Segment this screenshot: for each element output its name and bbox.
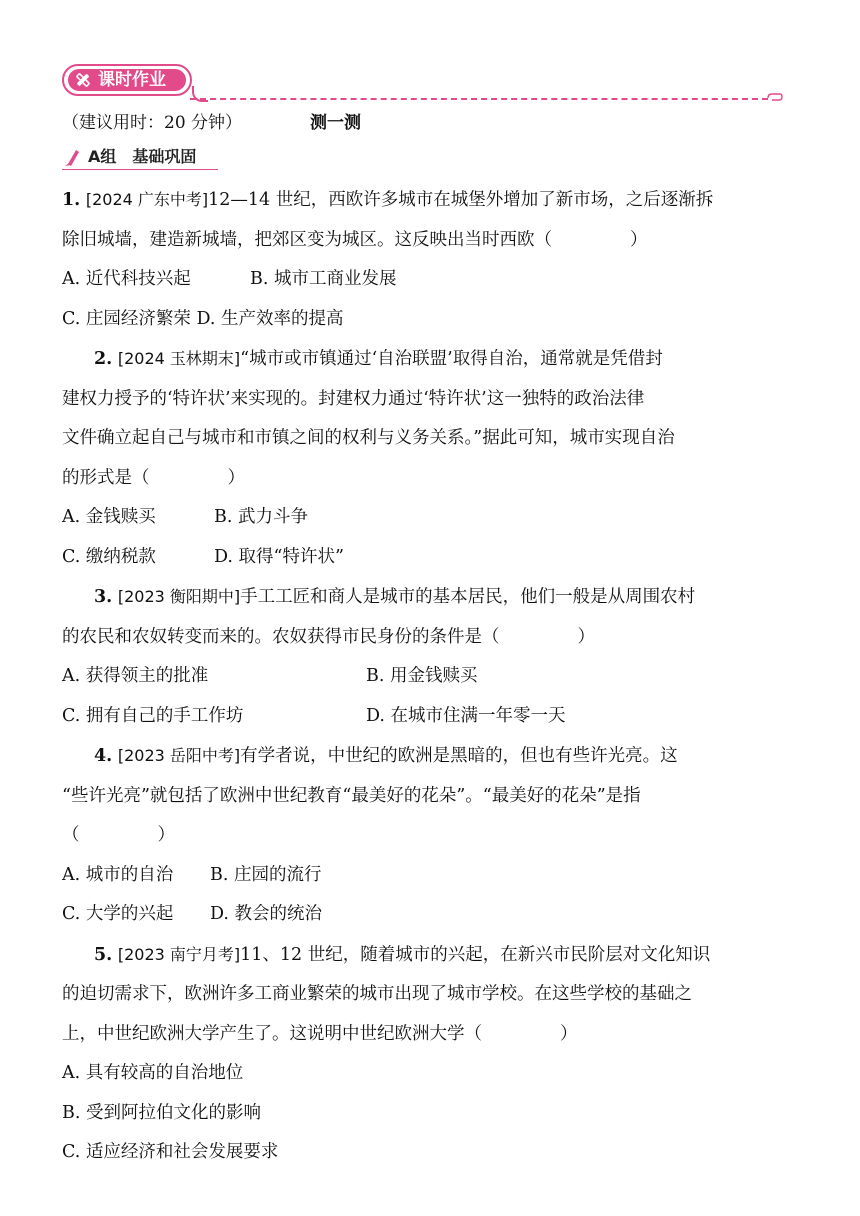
option-row	[62, 657, 790, 697]
option-a[interactable]: A. 金钱赎买	[62, 507, 156, 527]
stem-line: “城市或市镇通过‘自治联盟’取得自治，通常就是凭借封	[240, 349, 663, 369]
paperclip-icon	[766, 92, 784, 104]
stem-line: ）	[630, 229, 648, 250]
option-c[interactable]: C. 拥有自己的手工作坊	[62, 705, 244, 726]
question-number: 1.	[62, 190, 81, 210]
stem-line: ）	[560, 1023, 578, 1044]
option-b[interactable]: B. 用金钱赎买	[366, 666, 478, 686]
stem-line: 的形式是（	[62, 467, 150, 488]
header-dashed-line	[190, 98, 768, 100]
question-5	[62, 935, 790, 1173]
question-number: 4.	[94, 746, 113, 766]
option-b[interactable]: B. 受到阿拉伯文化的影响	[62, 1102, 261, 1123]
question-stem	[62, 180, 790, 260]
stem-line: 12—14 世纪，西欧许多城市在城堡外增加了新市场，之后逐渐拆	[208, 190, 714, 210]
homework-tag	[62, 64, 192, 96]
stem-line: 上，中世纪欧洲大学产生了。这说明中世纪欧洲大学（	[62, 1023, 482, 1044]
brush-icon	[64, 147, 82, 167]
group-label: A组 基础巩固	[88, 147, 197, 166]
option-a[interactable]: A. 具有较高的自治地位	[62, 1063, 244, 1083]
option-c[interactable]: C. 大学的兴起	[62, 904, 174, 924]
option-row	[62, 300, 790, 340]
option-a[interactable]: A. 城市的自治	[62, 864, 174, 885]
option-row	[62, 260, 790, 300]
stem-line: 手工工匠和商人是城市的基本居民，他们一般是从周围农村	[240, 587, 696, 607]
test-title: 测一测	[310, 113, 361, 133]
group-tag	[62, 145, 218, 171]
stem-line: ）	[227, 467, 245, 488]
option-row	[62, 856, 790, 896]
question-1	[62, 180, 790, 339]
stem-line: 文件确立起自己与城市和市镇之间的权利与义务关系。”据此可知，城市实现自治	[62, 428, 675, 448]
option-b[interactable]: B. 武力斗争	[214, 507, 308, 527]
option-d[interactable]: D. 取得“特许状”	[214, 546, 344, 567]
question-source: [2024 玉林期末]	[117, 349, 241, 368]
question-stem	[62, 339, 790, 498]
option-row	[62, 895, 790, 935]
question-stem	[62, 935, 790, 1055]
option-row	[62, 1133, 790, 1173]
stem-line: 除旧城墙，建造新城墙，把郊区变为城区。这反映出当时西欧（	[62, 229, 552, 250]
stem-line: 的迫切需求下，欧洲许多工商业繁荣的城市出现了城市学校。在这些学校的基础之	[62, 984, 692, 1004]
option-d[interactable]: D. 生产效率的提高	[196, 308, 344, 329]
stem-line: ）	[157, 825, 175, 845]
question-number: 3.	[94, 587, 113, 607]
stem-line: 有学者说，中世纪的欧洲是黑暗的，但也有些许光亮。这	[240, 746, 678, 766]
option-row	[62, 1054, 790, 1094]
option-c[interactable]: C. 适应经济和社会发展要求	[62, 1142, 279, 1162]
question-stem	[62, 736, 790, 856]
option-d[interactable]: D. 在城市住满一年零一天	[366, 705, 566, 726]
question-stem	[62, 577, 790, 657]
pencil-ruler-icon	[74, 71, 92, 89]
question-source: [2024 广东中考]	[85, 190, 209, 209]
option-row	[62, 1094, 790, 1134]
option-b[interactable]: B. 庄园的流行	[210, 864, 322, 885]
stem-line: ）	[577, 626, 595, 647]
option-c[interactable]: C. 缴纳税款	[62, 546, 156, 567]
stem-line: （	[62, 825, 80, 845]
question-4	[62, 736, 790, 935]
option-row	[62, 697, 790, 737]
option-b[interactable]: B. 城市工商业发展	[250, 269, 397, 289]
group-underline	[62, 169, 218, 170]
section-header	[62, 64, 784, 104]
stem-line: 11、12 世纪，随着城市的兴起，在新兴市民阶层对文化知识	[240, 944, 711, 965]
question-source: [2023 岳阳中考]	[117, 746, 241, 765]
question-3	[62, 577, 790, 736]
question-2	[62, 339, 790, 577]
option-c[interactable]: C. 庄园经济繁荣	[62, 308, 191, 329]
option-d[interactable]: D. 教会的统治	[210, 904, 323, 924]
option-a[interactable]: A. 获得领主的批准	[62, 666, 209, 686]
option-a[interactable]: A. 近代科技兴起	[62, 269, 191, 289]
question-number: 2.	[94, 349, 113, 369]
option-row	[62, 538, 790, 578]
question-source: [2023 南宁月考]	[117, 944, 241, 964]
option-row	[62, 498, 790, 538]
question-list	[62, 180, 790, 1173]
question-number: 5.	[94, 944, 113, 965]
homework-tag-inner	[68, 69, 186, 91]
stem-line: “些许光亮”就包括了欧洲中世纪教育“最美好的花朵”。“最美好的花朵”是指	[62, 785, 641, 806]
stem-line: 建权力授予的‘特许状’来实现的。封建权力通过‘特许状’这一独特的政治法律	[62, 388, 645, 409]
homework-tag-label: 课时作业	[98, 70, 166, 90]
time-hint: （建议用时：20 分钟）	[62, 113, 243, 133]
stem-line: 的农民和农奴转变而来的。农奴获得市民身份的条件是（	[62, 626, 500, 647]
question-source: [2023 衡阳期中]	[117, 587, 241, 606]
